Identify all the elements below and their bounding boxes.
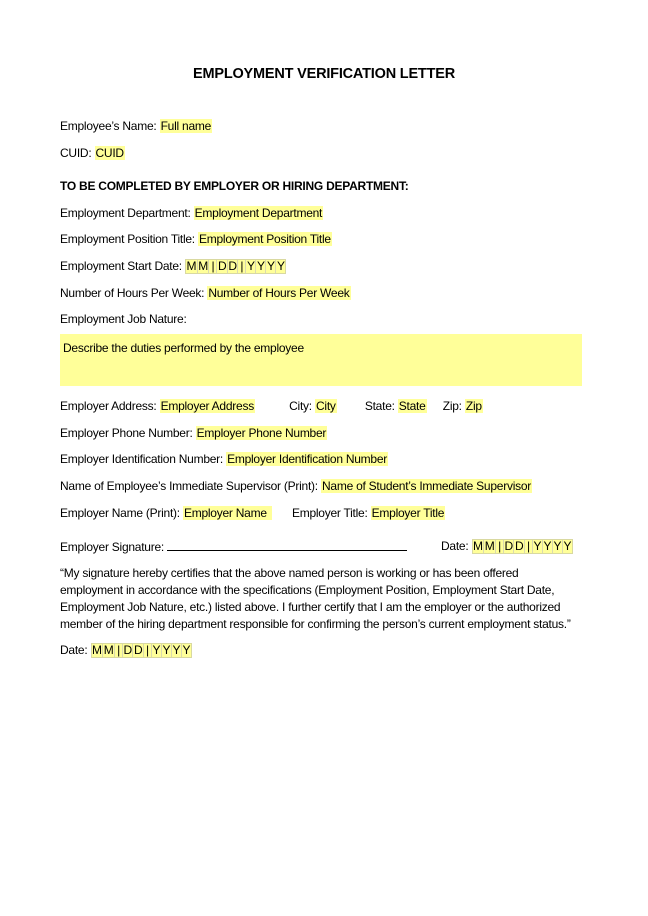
start-date-char[interactable]: M [198,259,208,274]
start-date-char[interactable]: Y [256,259,265,274]
start-date-row [60,259,286,274]
certification-date-separator: | [144,644,152,657]
certification-line: “My signature hereby certifies that the above named person is working or has been offered [60,566,519,580]
supervisor-field[interactable]: Name of Student’s Immediate Supervisor [321,479,532,493]
certification-date-char[interactable]: D [123,643,132,658]
position-row [60,232,332,247]
ein-label: Employer Identification Number: [60,452,223,466]
certification-line: member of the hiring department responsible for confirming the person’s current employment status.” [60,617,571,631]
certification-date-char[interactable]: D [133,643,143,658]
signature-date-label: Date: [441,539,469,553]
ein-row [60,452,388,467]
signature-date-separator: | [525,540,533,553]
position-label: Employment Position Title: [60,232,195,246]
signature-date-char[interactable]: Y [543,539,552,554]
signature-row [60,539,407,555]
certification-date-char[interactable]: Y [162,643,171,658]
phone-row [60,426,327,441]
signature-date-char[interactable]: M [473,539,483,554]
cuid-row [60,146,125,161]
address-field[interactable]: Employer Address [160,399,254,413]
city-label: City: [289,399,312,413]
start-date-separator: | [238,260,246,273]
signature-date-char[interactable]: Y [563,539,572,554]
supervisor-row [60,479,532,494]
start-date-label: Employment Start Date: [60,259,182,273]
certification-date-label: Date: [60,643,88,657]
signature-date-row [441,539,573,554]
signature-date-char[interactable]: Y [553,539,562,554]
start-date-char[interactable]: D [217,259,227,274]
cuid-field[interactable]: CUID [95,146,124,160]
certification-date-char[interactable]: Y [182,643,191,658]
certification-date-field[interactable] [91,643,192,658]
job-nature-placeholder: Describe the duties performed by the employee [63,341,304,355]
hours-field[interactable]: Number of Hours Per Week [208,286,350,300]
certification-date-char[interactable]: M [103,643,114,658]
certification-statement [60,565,590,633]
employer-title-field[interactable]: Employer Title [371,506,445,520]
address-row [60,399,483,414]
department-row [60,206,323,221]
certification-date-row [60,643,192,658]
certification-date-separator: | [115,644,123,657]
employer-name-label: Employer Name (Print): [60,506,180,520]
signature-date-field[interactable] [472,539,573,554]
certification-line: employment in accordance with the specifications (Employment Position, Employment Start Date, [60,583,555,597]
zip-field[interactable]: Zip [465,399,482,413]
signature-label: Employer Signature: [60,540,164,554]
employer-title-label: Employer Title: [291,506,368,520]
department-field[interactable]: Employment Department [194,206,323,220]
employer-section-heading: TO BE COMPLETED BY EMPLOYER OR HIRING DEPARTMENT: [60,179,409,193]
address-label: Employer Address: [60,399,157,413]
employer-name-field[interactable]: Employer Name [183,506,272,520]
signature-date-char[interactable]: D [504,539,513,554]
phone-field[interactable]: Employer Phone Number [196,426,327,440]
start-date-char[interactable]: Y [276,259,285,274]
employee-name-field[interactable]: Full name [160,119,212,133]
start-date-char[interactable]: M [186,259,197,274]
signature-line-field[interactable] [167,539,407,551]
start-date-field[interactable] [185,259,286,274]
signature-date-separator: | [496,540,504,553]
zip-label: Zip: [442,399,462,413]
start-date-char[interactable]: Y [266,259,275,274]
certification-line: Employment Job Nature, etc.) listed above. I further certify that I am the employer or the authorized [60,600,561,614]
hours-row [60,286,351,301]
job-nature-label: Employment Job Nature: [60,312,187,326]
start-date-separator: | [209,260,217,273]
employer-name-row [60,506,445,521]
phone-label: Employer Phone Number: [60,426,193,440]
position-field[interactable]: Employment Position Title [199,232,331,246]
signature-date-char[interactable]: M [484,539,495,554]
employee-name-row [60,119,212,134]
employee-name-label: Employee’s Name: [60,119,157,133]
job-nature-field[interactable] [60,334,582,386]
start-date-char[interactable]: Y [246,259,255,274]
department-label: Employment Department: [60,206,191,220]
ein-field[interactable]: Employer Identification Number [227,452,388,466]
city-field[interactable]: City [315,399,336,413]
hours-label: Number of Hours Per Week: [60,286,205,300]
start-date-char[interactable]: D [228,259,237,274]
state-field[interactable]: State [398,399,426,413]
certification-date-char[interactable]: Y [152,643,161,658]
signature-date-char[interactable]: Y [533,539,542,554]
supervisor-label: Name of Employee’s Immediate Supervisor (Print): [60,479,318,493]
document-title: EMPLOYMENT VERIFICATION LETTER [193,66,455,82]
cuid-label: CUID: [60,146,92,160]
certification-date-char[interactable]: M [92,643,102,658]
certification-date-char[interactable]: Y [172,643,181,658]
state-label: State: [364,399,395,413]
signature-date-char[interactable]: D [514,539,524,554]
